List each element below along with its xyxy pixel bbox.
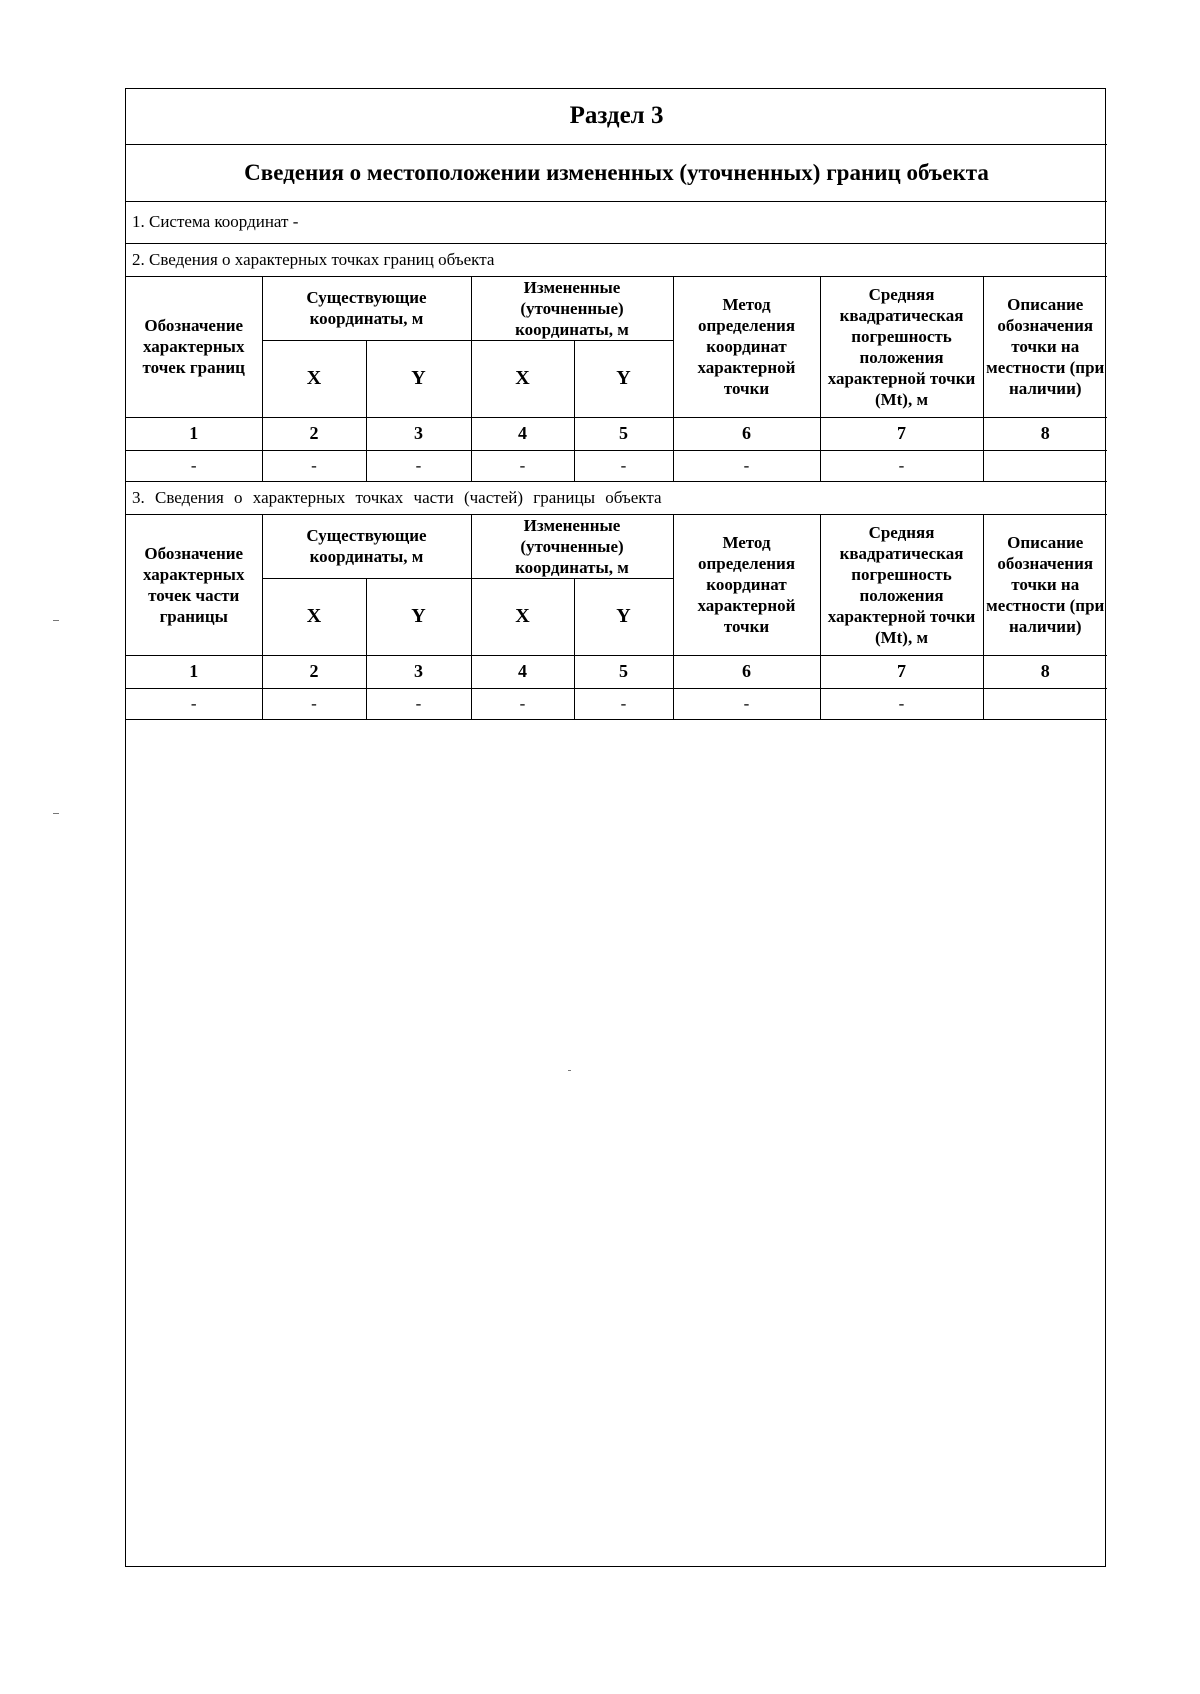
column-number: 3	[366, 655, 471, 688]
column-number: 3	[366, 417, 471, 450]
table-cell: -	[820, 450, 983, 481]
column-number: 6	[673, 417, 820, 450]
table1-header-existing: Существующие координаты, м	[262, 276, 471, 340]
section-3-table	[126, 89, 1107, 720]
table1-header-changed-x: X	[471, 340, 574, 417]
column-number: 8	[983, 655, 1107, 688]
table2-label: 3. Сведения о характерных точках части (частей) границы объекта	[126, 481, 1107, 514]
table1-header-method: Метод определения координат характерной точки	[673, 276, 820, 417]
table2-header-changed-x: X	[471, 578, 574, 655]
table-cell: -	[366, 688, 471, 719]
table1-header-changed-y: Y	[574, 340, 673, 417]
table-cell: -	[471, 450, 574, 481]
table2-header-existing-y: Y	[366, 578, 471, 655]
column-number: 2	[262, 655, 366, 688]
table-cell: -	[262, 688, 366, 719]
table-cell: -	[673, 688, 820, 719]
table2-header-designation: Обозначение характерных точек части границы	[126, 514, 262, 655]
table-cell	[983, 450, 1107, 481]
column-number: 7	[820, 655, 983, 688]
table1-label: 2. Сведения о характерных точках границ объекта	[126, 243, 1107, 276]
table2-header-error: Средняя квадратическая погрешность положения характерной точки (Mt), м	[820, 514, 983, 655]
table-cell: -	[820, 688, 983, 719]
table1-header-description: Описание обозначения точки на местности (при наличии)	[983, 276, 1107, 417]
column-number: 1	[126, 655, 262, 688]
table1-header-error: Средняя квадратическая погрешность положения характерной точки (Mt), м	[820, 276, 983, 417]
column-number: 6	[673, 655, 820, 688]
coordinate-system-label: 1. Система координат -	[126, 201, 1107, 243]
column-number: 7	[820, 417, 983, 450]
table2-header-changed-y: Y	[574, 578, 673, 655]
column-number: 5	[574, 655, 673, 688]
table-cell: -	[366, 450, 471, 481]
table-cell: -	[673, 450, 820, 481]
document-subtitle: Сведения о местоположении измененных (уточненных) границ объекта	[126, 144, 1107, 201]
table1-column-numbers	[126, 417, 1107, 450]
column-number: 8	[983, 417, 1107, 450]
table2-header-description: Описание обозначения точки на местности (при наличии)	[983, 514, 1107, 655]
column-number: 2	[262, 417, 366, 450]
table-cell: -	[471, 688, 574, 719]
column-number: 4	[471, 655, 574, 688]
table-cell: -	[126, 688, 262, 719]
table-row	[126, 450, 1107, 481]
table-cell: -	[262, 450, 366, 481]
section-title: Раздел 3	[126, 89, 1107, 144]
table1-header-designation: Обозначение характерных точек границ	[126, 276, 262, 417]
scan-mark	[53, 813, 59, 814]
table2-header-existing: Существующие координаты, м	[262, 514, 471, 578]
column-number: 4	[471, 417, 574, 450]
table1-header-changed: Измененные (уточненные) координаты, м	[471, 276, 673, 340]
table-cell: -	[126, 450, 262, 481]
column-number: 1	[126, 417, 262, 450]
scan-mark	[53, 620, 59, 621]
table2-header-existing-x: X	[262, 578, 366, 655]
table-cell	[983, 688, 1107, 719]
table-cell: -	[574, 450, 673, 481]
table2-column-numbers	[126, 655, 1107, 688]
column-number: 5	[574, 417, 673, 450]
table2-header-method: Метод определения координат характерной точки	[673, 514, 820, 655]
table1-header-existing-y: Y	[366, 340, 471, 417]
form-frame	[125, 88, 1106, 1567]
table-cell: -	[574, 688, 673, 719]
table1-header-existing-x: X	[262, 340, 366, 417]
table2-header-changed: Измененные (уточненные) координаты, м	[471, 514, 673, 578]
table-row	[126, 688, 1107, 719]
